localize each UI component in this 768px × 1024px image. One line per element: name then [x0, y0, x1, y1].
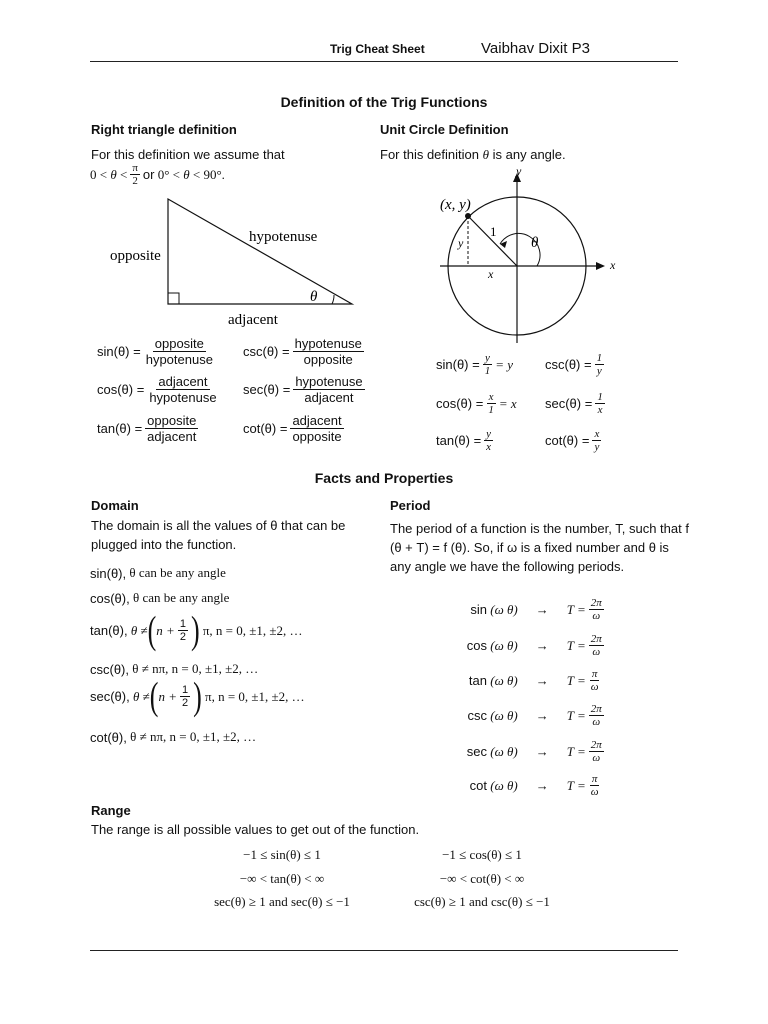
period-row-tan	[455, 668, 604, 693]
domain-rest: θ can be any angle	[129, 590, 230, 605]
formula-cot	[243, 413, 347, 444]
domain-row-csc	[90, 661, 258, 677]
paren-open: (	[147, 608, 157, 652]
fraction-denominator: y	[596, 365, 602, 377]
unit-formula-sec	[545, 391, 608, 416]
or-word: or	[142, 167, 155, 182]
period-function: csc	[467, 708, 487, 723]
fraction-denominator: y	[594, 441, 600, 453]
label-opposite: opposite	[110, 248, 161, 264]
period-row-cot	[455, 773, 604, 798]
fraction-denominator: ω	[592, 646, 601, 658]
period-T: T =	[566, 777, 586, 793]
period-row-csc	[455, 703, 607, 728]
period-T: T =	[566, 601, 586, 617]
fraction	[589, 668, 601, 693]
fraction-denominator: adjacent	[147, 429, 197, 444]
fraction-denominator: 2	[179, 631, 186, 643]
label-hypotenuse: hypotenuse	[249, 229, 318, 245]
period-arrow: →	[535, 707, 549, 723]
fraction-denominator: x	[597, 404, 603, 416]
fraction-numerator: 2π	[590, 633, 602, 645]
range-row: −∞ < cot(θ) < ∞	[439, 871, 525, 886]
period-arg: (ω θ)	[487, 637, 518, 653]
domain-n: n +	[158, 688, 177, 704]
fraction	[147, 374, 218, 405]
domain-text: The domain is all the values of θ that can be plugged into the function.	[91, 518, 346, 552]
period-row-cos	[455, 633, 607, 658]
fraction-numerator: π	[591, 668, 598, 680]
formula-tail: = x	[498, 395, 517, 411]
label-y-axis: y	[516, 164, 522, 178]
domain-rest: θ can be any angle	[126, 565, 226, 580]
formula-csc	[243, 336, 367, 367]
right-triangle-diagram	[100, 192, 370, 332]
period-row-sec	[455, 739, 607, 764]
fraction-denominator: 1	[484, 365, 491, 377]
fraction-numerator: y	[486, 428, 492, 440]
domain-theta: θ ≠	[127, 622, 148, 638]
period-T: T =	[566, 637, 586, 653]
formula-function: tan(θ) =	[97, 421, 143, 436]
point-marker	[465, 213, 471, 219]
fraction	[486, 391, 496, 416]
unit-formula-tan	[436, 428, 496, 453]
unit-formula-cot	[545, 428, 604, 453]
angle-condition: 0 < θ < $\frac{\pi}{2}$ or 0° < θ < 90°.	[90, 162, 225, 187]
unit-circle-diagram	[430, 160, 630, 350]
range-row: −1 ≤ sin(θ) ≤ 1	[243, 847, 321, 862]
fraction	[293, 374, 364, 405]
domain-row-cot	[90, 729, 256, 745]
formula-function: csc(θ) =	[243, 344, 290, 359]
domain-row-sin	[90, 565, 226, 581]
section-heading-facts: Facts and Properties	[314, 470, 454, 486]
range-row: −1 ≤ cos(θ) ≤ 1	[442, 847, 522, 862]
fraction-numerator: 2π	[590, 597, 602, 609]
fraction-numerator: 1	[597, 391, 603, 403]
unit-circle-title: Unit Circle Definition	[380, 122, 509, 137]
fraction-numerator: y	[485, 352, 490, 364]
fraction	[595, 391, 605, 416]
fraction-numerator: hypotenuse	[295, 374, 363, 389]
fraction-numerator: opposite	[147, 413, 197, 428]
fraction-numerator: 1	[181, 684, 189, 696]
fraction-denominator: ω	[592, 716, 601, 728]
fraction-numerator: 1	[179, 618, 186, 630]
label-y-segment: y	[458, 236, 464, 250]
label-x-segment: x	[488, 267, 494, 281]
domain-function: sec(θ),	[90, 689, 130, 704]
period-T: T =	[566, 672, 586, 688]
unit-circle-intro: For this definition θ is any angle.	[380, 147, 566, 162]
fraction	[178, 618, 188, 643]
formula-function: csc(θ) =	[545, 357, 592, 372]
period-arg: (ω θ)	[487, 707, 518, 723]
unit-formula-cos	[436, 391, 517, 416]
formula-sin	[97, 336, 218, 367]
paren-open: (	[149, 674, 159, 718]
formula-sec	[243, 374, 368, 405]
domain-theta: θ ≠	[129, 688, 150, 704]
paren-close: )	[193, 674, 202, 718]
triangle-shape	[168, 199, 352, 304]
domain-title: Domain	[91, 498, 139, 513]
period-function: sec	[466, 744, 487, 759]
right-triangle-intro: For this definition we assume that	[91, 147, 285, 162]
fraction-denominator: ω	[592, 752, 601, 764]
fraction	[180, 684, 190, 709]
period-function: tan	[468, 673, 487, 688]
formula-function: tan(θ) =	[436, 433, 482, 448]
domain-n: n +	[156, 622, 175, 638]
label-theta: θ	[531, 235, 539, 251]
fraction-denominator: ω	[590, 786, 599, 798]
fraction-denominator: x	[486, 441, 492, 453]
domain-function: tan(θ),	[90, 623, 128, 638]
formula-function: cos(θ) =	[436, 396, 484, 411]
period-T: T =	[566, 743, 586, 759]
domain-function: csc(θ),	[90, 661, 129, 677]
period-arrow: →	[535, 601, 549, 617]
header-author: Vaibhav Dixit P3	[481, 40, 590, 57]
period-function: cot	[469, 778, 487, 793]
fraction-numerator: x	[488, 391, 494, 403]
fraction-numerator: adjacent	[292, 413, 342, 428]
fraction-numerator: opposite	[154, 336, 204, 351]
x-axis-arrow	[596, 262, 605, 270]
fraction-denominator: adjacent	[304, 390, 354, 405]
fraction	[589, 739, 604, 764]
domain-function: sin(θ),	[90, 565, 127, 581]
fraction-denominator: ω	[592, 610, 601, 622]
formula-function: sin(θ) =	[97, 344, 141, 359]
right-angle-mark	[168, 293, 179, 304]
footer-rule	[90, 950, 678, 951]
header-title: Trig Cheat Sheet	[330, 42, 425, 56]
range-row: sec(θ) ≥ 1 and sec(θ) ≤ −1	[214, 894, 350, 909]
header-rule	[90, 61, 678, 62]
formula-function: cot(θ) =	[545, 433, 590, 448]
period-arg: (ω θ)	[487, 601, 518, 617]
fraction-numerator: 1	[596, 352, 603, 364]
fraction-denominator: opposite	[292, 429, 342, 444]
domain-rest: π, n = 0, ±1, ±2, …	[201, 688, 305, 704]
fraction	[483, 352, 493, 377]
formula-tan	[97, 413, 201, 444]
period-arrow: →	[535, 777, 549, 793]
label-point: (x, y)	[440, 197, 471, 213]
fraction-numerator: 2π	[590, 703, 602, 715]
fraction	[484, 428, 493, 453]
fraction-denominator: opposite	[303, 352, 353, 367]
section-heading-definitions: Definition of the Trig Functions	[280, 94, 488, 110]
period-T: T =	[566, 707, 586, 723]
label-theta: θ	[310, 289, 318, 305]
formula-function: cot(θ) =	[243, 421, 288, 436]
fraction-denominator: 1	[488, 404, 494, 416]
unit-formula-sin	[436, 352, 513, 377]
formula-function: sec(θ) =	[545, 396, 593, 411]
period-arrow: →	[535, 637, 549, 653]
fraction	[589, 773, 601, 798]
domain-function: cos(θ),	[90, 590, 130, 606]
period-title: Period	[390, 498, 431, 513]
fraction-denominator: hypotenuse	[145, 352, 213, 367]
period-function: sin	[470, 602, 487, 617]
period-arg: (ω θ)	[487, 672, 518, 688]
period-text: The period of a function is the number, T, such that f (θ + T) = f (θ). So, if ω is a fixed number and θ is any angle we have the following periods.	[390, 521, 689, 574]
domain-rest: θ ≠ nπ, n = 0, ±1, ±2, …	[129, 661, 259, 676]
fraction-denominator: ω	[590, 681, 599, 693]
period-arg: (ω θ)	[487, 743, 518, 759]
fraction	[592, 428, 601, 453]
period-function: cos	[466, 638, 487, 653]
range-row: −∞ < tan(θ) < ∞	[239, 871, 325, 886]
label-x-axis: x	[610, 258, 616, 272]
domain-rest: θ ≠ nπ, n = 0, ±1, ±2, …	[126, 729, 257, 744]
fraction-numerator: 2π	[590, 739, 602, 751]
fraction	[145, 413, 198, 444]
domain-rest: π, n = 0, ±1, ±2, …	[199, 622, 303, 638]
fraction	[595, 352, 605, 377]
period-arg: (ω θ)	[487, 777, 518, 793]
right-triangle-title: Right triangle definition	[91, 122, 237, 137]
fraction-numerator: π	[591, 773, 598, 785]
fraction-numerator: adjacent	[158, 374, 208, 389]
fraction	[589, 597, 604, 622]
domain-function: cot(θ),	[90, 729, 127, 745]
theta-arc	[332, 295, 334, 304]
period-arrow: →	[535, 743, 549, 759]
formula-function: sec(θ) =	[243, 382, 291, 397]
range-text: The range is all possible values to get out of the function.	[91, 822, 420, 837]
paren-close: )	[190, 608, 200, 652]
unit-formula-csc	[545, 352, 607, 377]
fraction	[144, 336, 215, 367]
fraction	[589, 703, 604, 728]
label-adjacent: adjacent	[228, 312, 278, 328]
range-title: Range	[91, 803, 131, 818]
fraction	[293, 336, 364, 367]
fraction	[589, 633, 604, 658]
period-arrow: →	[535, 672, 549, 688]
formula-function: cos(θ) =	[97, 382, 145, 397]
period-row-sin	[455, 597, 607, 622]
fraction-numerator: hypotenuse	[294, 336, 362, 351]
formula-cos	[97, 374, 222, 405]
domain-row-sec	[90, 674, 305, 718]
fraction	[290, 413, 343, 444]
domain-row-tan	[90, 608, 303, 652]
fraction-numerator: x	[594, 428, 600, 440]
label-one: 1	[490, 224, 497, 239]
domain-row-cos	[90, 590, 229, 606]
fraction-denominator: 2	[181, 697, 189, 709]
formula-tail: = y	[495, 356, 514, 372]
range-row: csc(θ) ≥ 1 and csc(θ) ≤ −1	[414, 894, 550, 909]
fraction-denominator: hypotenuse	[149, 390, 217, 405]
formula-function: sin(θ) =	[436, 357, 480, 372]
